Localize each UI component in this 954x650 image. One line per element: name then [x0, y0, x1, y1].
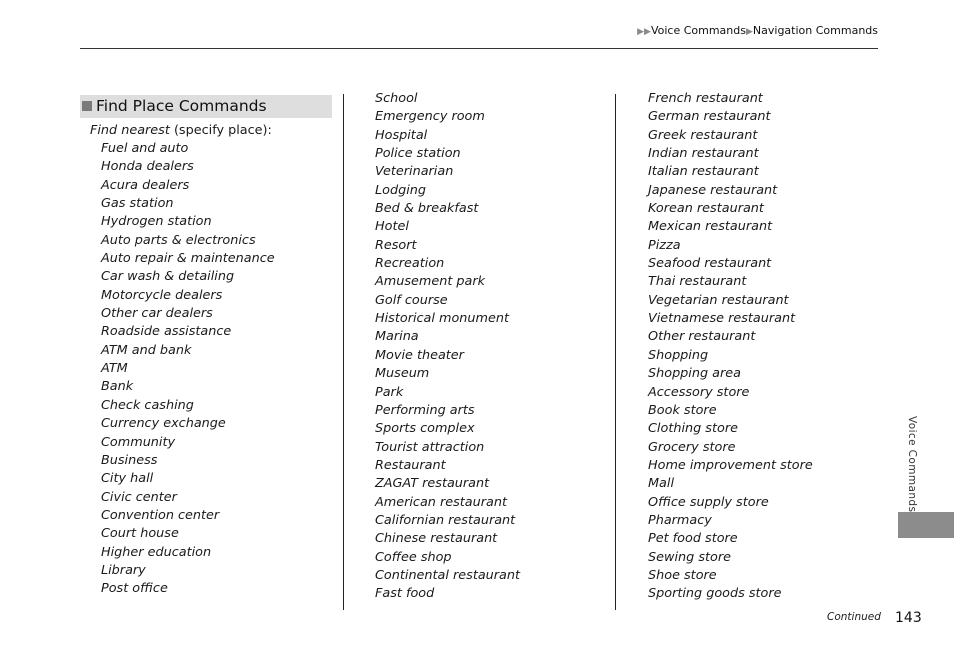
command-item: Lodging [375, 182, 426, 198]
command-item: Performing arts [375, 402, 475, 418]
command-item: Roadside assistance [101, 324, 232, 340]
command-item: American restaurant [375, 494, 507, 510]
command-item: Shoe store [648, 567, 717, 583]
command-item: Tourist attraction [375, 439, 485, 455]
command-list-column-3 [648, 90, 813, 604]
command-item: Hospital [375, 127, 428, 143]
column-divider [343, 94, 344, 610]
command-item: German restaurant [648, 109, 771, 125]
command-item: Vegetarian restaurant [648, 292, 789, 308]
command-item: Italian restaurant [648, 164, 759, 180]
command-item: Civic center [101, 489, 177, 505]
command-item: Restaurant [375, 457, 446, 473]
command-item: Shopping area [648, 366, 741, 382]
intro-note: (specify place): [169, 123, 272, 138]
command-item: Gas station [101, 196, 174, 212]
command-item: French restaurant [648, 91, 763, 106]
command-item: Veterinarian [375, 164, 454, 180]
command-list-column-2 [375, 90, 520, 604]
command-item: Auto parts & electronics [101, 232, 256, 248]
breadcrumb-item: Navigation Commands [752, 24, 878, 37]
command-item: Californian restaurant [375, 512, 516, 528]
command-item: Amusement park [375, 274, 486, 290]
command-item: Museum [375, 366, 430, 382]
command-item: Home improvement store [648, 457, 813, 473]
command-item: Car wash & detailing [101, 269, 235, 285]
command-item: Other restaurant [648, 329, 756, 345]
command-item: Sporting goods store [648, 586, 782, 602]
command-item: ATM [101, 361, 128, 377]
command-item: Bed & breakfast [375, 201, 479, 217]
command-item: Bank [101, 379, 134, 395]
square-bullet-icon [82, 101, 92, 111]
section-heading [80, 95, 332, 118]
command-item: ZAGAT restaurant [375, 476, 490, 492]
command-item: Community [101, 434, 176, 450]
command-item: Mall [648, 476, 674, 492]
triangle-right-icon: ▶▶ [637, 27, 651, 37]
command-item: Currency exchange [101, 416, 226, 432]
command-item: City hall [101, 471, 154, 487]
command-item: Historical monument [375, 311, 509, 327]
command-item: Fuel and auto [101, 141, 189, 156]
command-item: Book store [648, 402, 717, 418]
command-item: Golf course [375, 292, 448, 308]
command-item: Accessory store [648, 384, 750, 400]
command-item: Movie theater [375, 347, 464, 363]
command-item: Clothing store [648, 421, 738, 437]
command-item: Other car dealers [101, 306, 213, 322]
command-item: Korean restaurant [648, 201, 764, 217]
breadcrumb [637, 24, 878, 37]
command-item: Grocery store [648, 439, 736, 455]
command-item: Hydrogen station [101, 214, 212, 230]
command-item: Thai restaurant [648, 274, 747, 290]
command-item: Continental restaurant [375, 567, 521, 583]
command-item: Marina [375, 329, 419, 345]
command-item: Business [101, 452, 158, 468]
command-item: Shopping [648, 347, 709, 363]
breadcrumb-item: Voice Commands [650, 24, 746, 37]
command-item: Higher education [101, 544, 212, 560]
command-item: Japanese restaurant [648, 182, 778, 198]
intro-command: Find nearest [90, 123, 170, 138]
command-item: Vietnamese restaurant [648, 311, 796, 327]
command-item: Honda dealers [101, 159, 194, 175]
continued-note: Continued [827, 611, 881, 623]
intro-line [90, 122, 272, 140]
command-item: Pharmacy [648, 512, 712, 528]
command-item: Office supply store [648, 494, 769, 510]
command-item: Hotel [375, 219, 409, 235]
command-item: Court house [101, 526, 179, 542]
command-item: School [375, 91, 418, 106]
column-divider [615, 94, 616, 610]
triangle-right-icon: ▶ [745, 27, 753, 37]
command-item: Police station [375, 146, 461, 162]
command-item: Greek restaurant [648, 127, 758, 143]
command-list-column-1 [101, 140, 275, 599]
command-item: Park [375, 384, 404, 400]
command-item: Motorcycle dealers [101, 287, 223, 303]
command-item: ATM and bank [101, 342, 192, 358]
command-item: Acura dealers [101, 177, 190, 193]
command-item: Post office [101, 581, 168, 597]
command-item: Resort [375, 237, 417, 253]
command-item: Mexican restaurant [648, 219, 773, 235]
command-item: Seafood restaurant [648, 256, 772, 272]
command-item: Convention center [101, 507, 220, 523]
command-item: Coffee shop [375, 549, 452, 565]
command-item: Indian restaurant [648, 146, 759, 162]
command-item: Fast food [375, 586, 435, 602]
section-tab-marker [898, 512, 954, 538]
side-label-text: Voice Commands [906, 416, 918, 513]
command-item: Emergency room [375, 109, 485, 125]
header-rule [80, 48, 878, 49]
command-item: Sports complex [375, 421, 475, 437]
command-item: Auto repair & maintenance [101, 251, 275, 267]
command-item: Recreation [375, 256, 445, 272]
command-item: Sewing store [648, 549, 731, 565]
command-item: Check cashing [101, 397, 194, 413]
command-item: Pet food store [648, 531, 738, 547]
page-number: 143 [895, 610, 922, 626]
command-item: Chinese restaurant [375, 531, 498, 547]
section-title: Find Place Commands [96, 97, 267, 115]
command-item: Library [101, 562, 146, 578]
command-item: Pizza [648, 237, 681, 253]
